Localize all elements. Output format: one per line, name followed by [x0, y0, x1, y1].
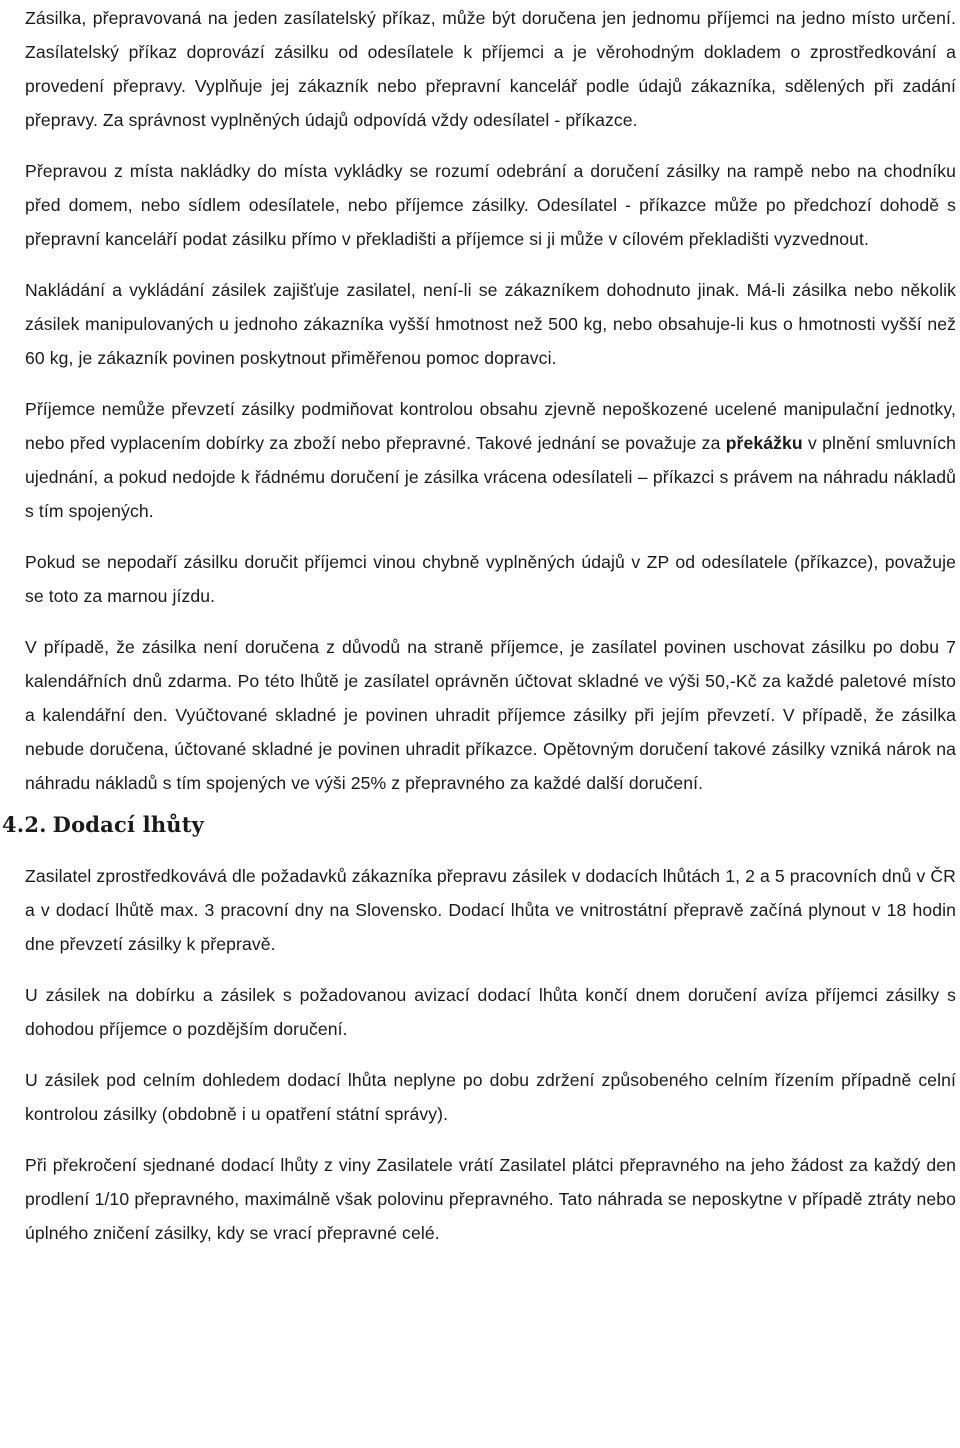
paragraph-loading-unloading-transport: Přepravou z místa nakládky do místa vykládky se rozumí odebrání a doručení zásilky na rampě nebo na chodníku před domem, nebo sídlem odesílatele, nebo příjemce zásilky. Odesílatel - příkazce může po předchozí dohodě s přepravní kanceláří podat zásilku přímo v překladišti a příjemce si ji může v cílovém překladišti vyzvednout. — [25, 161, 956, 249]
paragraph-failed-delivery: Pokud se nepodaří zásilku doručit příjemci vinou chybně vyplněných údajů v ZP od odesílatele (příkazce), považuje se toto za marnou jízdu. — [25, 552, 956, 606]
paragraph-consignment-order: Zásilka, přepravovaná na jeden zasílatelský příkaz, může být doručena jen jednomu příjemci na jedno místo určení. Zasílatelský příkaz doprovází zásilku od odesílatele k příjemci a je věrohodným dokladem o zprostředkování a provedení přepravy. Vyplňuje jej zákazník nebo přepravní kancelář podle údajů zákazníka, sdělených při zadání přepravy. Za správnost vyplněných údajů odpovídá vždy odesílatel - příkazce. — [25, 8, 956, 130]
paragraph-storage-fees: V případě, že zásilka není doručena z důvodů na straně příjemce, je zasílatel povinen uschovat zásilku po dobu 7 kalendářních dnů zdarma. Po této lhůtě je zasílatel oprávněn účtovat skladné ve výši 50,-Kč za každé paletové místo a kalendářní den. Vyúčtované skladné je povinen uhradit příjemce zásilky při jejím převzetí. V případě, že zásilka nebude doručena, účtované skladné je povinen uhradit příkazce. Opětovným doručení takové zásilky vzniká nárok na náhradu nákladů s tím spojených ve výši 25% z přepravného za každé další doručení. — [25, 637, 956, 793]
section-heading — [2, 808, 956, 842]
paragraph-loading-obligations: Nakládání a vykládání zásilek zajišťuje zasilatel, není-li se zákazníkem dohodnuto jinak. Má-li zásilka nebo několik zásilek manipulovaných u jednoho zákazníka vyšší hmotnost než 500 kg, nebo obsahuje-li kus o hmotnosti vyšší než 60 kg, je zákazník povinen poskytnout přiměřenou pomoc dopravci. — [25, 280, 956, 368]
paragraph-delivery-times: Zasilatel zprostředkovává dle požadavků zákazníka přepravu zásilek v dodacích lhůtách 1, 2 a 5 pracovních dnů v ČR a v dodací lhůtě max. 3 pracovní dny na Slovensko. Dodací lhůta ve vnitrostátní přepravě začíná plynout v 18 hodin dne převzetí zásilky k přepravě. — [25, 866, 956, 954]
paragraph-cash-on-delivery: U zásilek na dobírku a zásilek s požadovanou avizací dodací lhůta končí dnem doručení avíza příjemci zásilky s dohodou příjemce o pozdějším doručení. — [25, 985, 956, 1039]
section-title: Dodací lhůty — [52, 812, 205, 837]
paragraph-recipient-acceptance — [25, 392, 956, 528]
paragraph-text: v plnění smluvních ujednání, a pokud nedojde k řádnému doručení je zásilka vrácena odesílateli – příkazci s právem na náhradu nákladů s tím spojených. — [25, 433, 956, 521]
paragraph-delay-compensation: Při překročení sjednané dodací lhůty z viny Zasilatele vrátí Zasilatel plátci přepravného na jeho žádost za každý den prodlení 1/10 přepravného, maximálně však polovinu přepravného. Tato náhrada se neposkytne v případě ztráty nebo úplného zničení zásilky, kdy se vrací přepravné celé. — [25, 1155, 956, 1243]
section-number: 4.2. — [2, 812, 47, 837]
paragraph-customs-supervision: U zásilek pod celním dohledem dodací lhůta neplyne po dobu zdržení způsobeného celním řízením případně celní kontrolou zásilky (obdobně i u opatření státní správy). — [25, 1070, 956, 1124]
paragraph-text: Příjemce nemůže převzetí zásilky podmiňovat kontrolou obsahu zjevně nepoškozené ucelené manipulační jednotky, nebo před vyplacením dobírky za zboží nebo přepravné. Takové jednání se považuje za — [25, 399, 956, 453]
bold-term-obstacle: překážku — [725, 433, 803, 453]
